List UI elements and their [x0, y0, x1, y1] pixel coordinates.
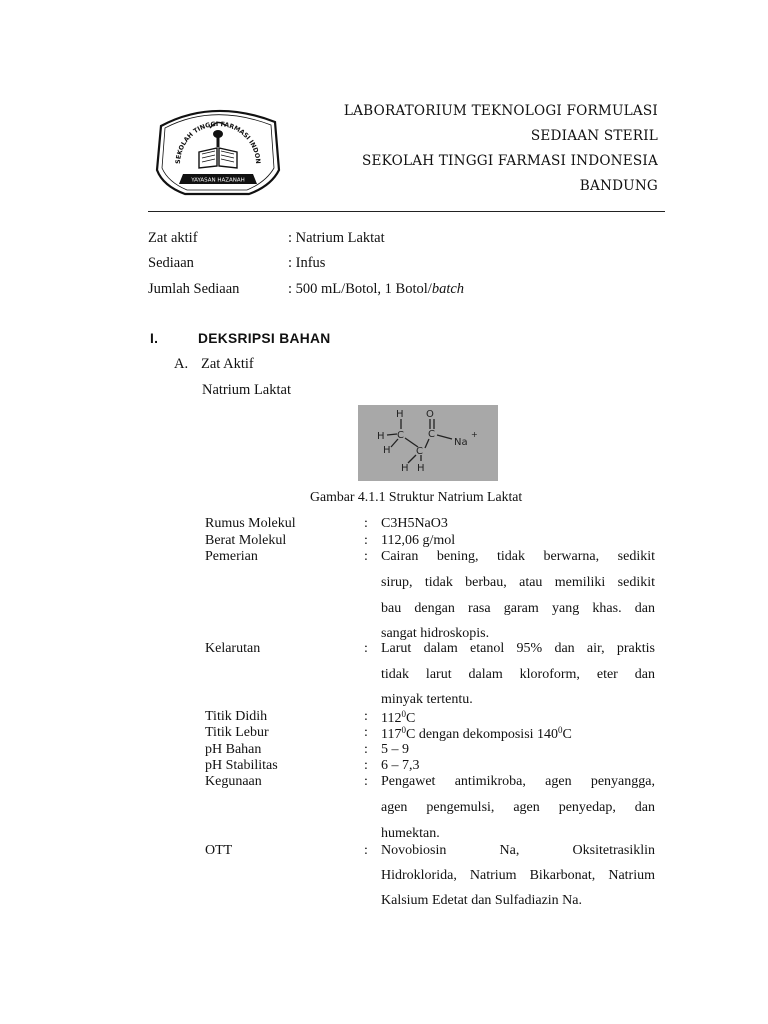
prop-value-didih: $112^0C$: [381, 709, 416, 726]
section-number: I.: [150, 331, 159, 346]
prop-kegunaan-line-1: Pengawet antimikroba, agen penyangga,: [381, 774, 655, 789]
header-line-lab: LABORATORIUM TEKNOLOGI FORMULASI: [343, 103, 658, 119]
prop-label-berat: Berat Molekul: [205, 533, 287, 548]
prop-value-rumus: C3H5NaO3: [381, 516, 448, 531]
struct-c3: C: [428, 429, 435, 440]
struct-h2: H: [377, 431, 385, 442]
info-label-sediaan: Sediaan: [148, 255, 194, 271]
prop-colon-didih: :: [364, 709, 368, 724]
prop-colon-kegunaan: :: [364, 774, 368, 789]
prop-label-didih: Titik Didih: [205, 709, 268, 724]
prop-ott-line-3: Kalsium Edetat dan Sulfadiazin Na.: [381, 893, 582, 908]
prop-colon-ott: :: [364, 843, 368, 858]
header-line-city: BANDUNG: [579, 178, 658, 194]
institution-logo: [153, 104, 283, 200]
subsection-letter: A.: [174, 356, 189, 372]
prop-kegunaan-line-2: agen pengemulsi, agen penyedap, dan: [381, 800, 655, 815]
struct-h4: H: [401, 463, 409, 474]
info-value-zat-aktif: : Natrium Laktat: [288, 230, 385, 246]
prop-kelarutan-line-1: Larut dalam etanol 95% dan air, praktis: [381, 641, 655, 656]
header-line-school: SEKOLAH TINGGI FARMASI INDONESIA: [362, 153, 658, 169]
prop-colon-ph-bahan: :: [364, 742, 368, 757]
struct-h1: H: [396, 409, 404, 420]
header-divider: [148, 211, 665, 212]
struct-c2: C: [416, 446, 423, 457]
info-value-jumlah: : 500 mL/Botol, 1 Botol/batch: [288, 281, 465, 297]
prop-label-ph-bahan: pH Bahan: [205, 742, 262, 757]
prop-colon-kelarutan: :: [364, 641, 368, 656]
substance-name: Natrium Laktat: [202, 382, 291, 398]
prop-label-ott: OTT: [205, 843, 233, 858]
section-title: DEKSRIPSI BAHAN: [198, 331, 331, 346]
prop-value-lebur: $117^0C$ dengan dekomposisi $140^0C$: [381, 725, 572, 742]
prop-kelarutan-line-3: minyak tertentu.: [381, 692, 473, 707]
prop-label-lebur: Titik Lebur: [205, 725, 269, 740]
figure-caption: Gambar 4.1.1 Struktur Natrium Laktat: [310, 489, 523, 504]
prop-pemerian-line-2: sirup, tidak berbau, atau memiliki sedikit: [381, 575, 655, 590]
prop-kegunaan-line-3: humektan.: [381, 826, 440, 841]
prop-label-pemerian: Pemerian: [205, 549, 258, 564]
info-value-sediaan: : Infus: [288, 255, 326, 271]
struct-o: O: [426, 409, 434, 420]
prop-kelarutan-line-2: tidak larut dalam kloroform, eter dan: [381, 667, 655, 682]
struct-plus: +: [471, 430, 478, 439]
prop-colon-pemerian: :: [364, 549, 368, 564]
prop-ott-line-1: Novobiosin Na, Oksitetrasiklin: [381, 843, 655, 858]
prop-value-berat: 112,06 g/mol: [381, 533, 456, 548]
prop-value-ph-bahan: 5 – 9: [381, 742, 409, 757]
info-label-zat-aktif: Zat aktif: [148, 230, 198, 246]
prop-ott-line-2: Hidroklorida, Natrium Bikarbonat, Natrium: [381, 868, 655, 883]
prop-label-rumus: Rumus Molekul: [205, 516, 296, 531]
structure-image: [358, 405, 498, 481]
prop-label-ph-stabilitas: pH Stabilitas: [205, 758, 278, 773]
prop-pemerian-line-4: sangat hidroskopis.: [381, 626, 490, 641]
prop-colon-berat: :: [364, 533, 368, 548]
struct-h3: H: [383, 445, 391, 456]
header-line-sediaan: SEDIAAN STERIL: [530, 128, 658, 144]
logo-banner-text: YAYASAN HAZANAH: [191, 177, 245, 184]
struct-c1: C: [397, 430, 404, 441]
prop-pemerian-line-3: bau dengan rasa garam yang khas. dan: [381, 601, 655, 616]
prop-pemerian-line-1: Cairan bening, tidak berwarna, sedikit: [381, 549, 655, 564]
info-label-jumlah: Jumlah Sediaan: [148, 281, 240, 297]
prop-colon-lebur: :: [364, 725, 368, 740]
prop-label-kelarutan: Kelarutan: [205, 641, 261, 656]
struct-na: Na: [454, 437, 468, 448]
logo-ring-text: SEKOLAH TINGGI FARMASI INDON: [174, 120, 262, 165]
prop-value-ph-stabilitas: 6 – 7,3: [381, 758, 420, 773]
prop-colon-rumus: :: [364, 516, 368, 531]
subsection-title: Zat Aktif: [201, 356, 254, 372]
struct-h5: H: [417, 463, 425, 474]
prop-colon-ph-stabilitas: :: [364, 758, 368, 773]
prop-label-kegunaan: Kegunaan: [205, 774, 262, 789]
